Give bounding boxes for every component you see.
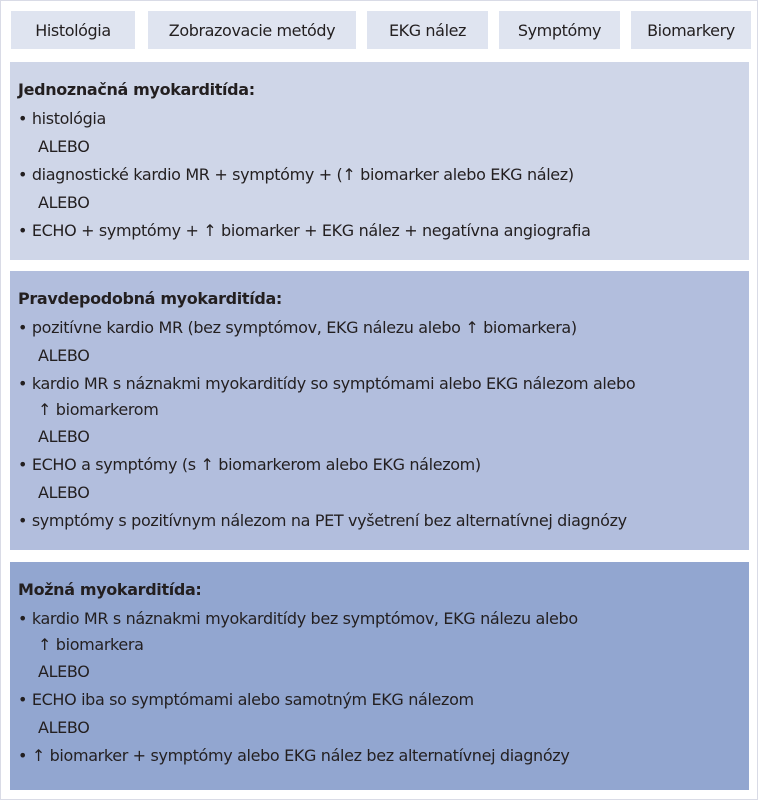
criterion-item: • ECHO iba so symptómami alebo samotným EKG nálezom (18, 690, 474, 709)
section-possible (10, 562, 749, 790)
or-connector: ALEBO (38, 346, 90, 365)
criterion-item: • ↑ biomarker + symptómy alebo EKG nález bez alternatívnej diagnózy (18, 746, 570, 765)
criterion-item: • ECHO a symptómy (s ↑ biomarkerom alebo EKG nálezom) (18, 455, 481, 474)
category-tag-biomarkers: Biomarkery (631, 11, 751, 49)
category-tag-symptoms: Symptómy (499, 11, 620, 49)
category-row (11, 11, 751, 49)
criterion-item: • kardio MR s náznakmi myokarditídy so symptómami alebo EKG nálezom alebo (18, 374, 636, 393)
section-probable (10, 271, 749, 550)
category-tag-ecg: EKG nález (367, 11, 488, 49)
criterion-item: • ECHO + symptómy + ↑ biomarker + EKG nález + negatívna angiografia (18, 221, 591, 240)
category-tag-histology: Histológia (11, 11, 135, 49)
criterion-item: • diagnostické kardio MR + symptómy + (↑ biomarker alebo EKG nález) (18, 165, 574, 184)
criterion-item-continuation: ↑ biomarkerom (38, 400, 159, 419)
or-connector: ALEBO (38, 193, 90, 212)
category-tag-imaging: Zobrazovacie metódy (148, 11, 356, 49)
criterion-item: • pozitívne kardio MR (bez symptómov, EKG nálezu alebo ↑ biomarkera) (18, 318, 577, 337)
section-definite (10, 62, 749, 260)
criterion-item: • histológia (18, 109, 106, 128)
criterion-item: • symptómy s pozitívnym nálezom na PET vyšetrení bez alternatívnej diagnózy (18, 511, 627, 530)
section-title: Pravdepodobná myokarditída: (18, 289, 282, 308)
criterion-item-continuation: ↑ biomarkera (38, 635, 144, 654)
criterion-item: • kardio MR s náznakmi myokarditídy bez symptómov, EKG nálezu alebo (18, 609, 578, 628)
section-title: Možná myokarditída: (18, 580, 202, 599)
or-connector: ALEBO (38, 427, 90, 446)
or-connector: ALEBO (38, 718, 90, 737)
or-connector: ALEBO (38, 137, 90, 156)
or-connector: ALEBO (38, 483, 90, 502)
or-connector: ALEBO (38, 662, 90, 681)
section-title: Jednoznačná myokarditída: (18, 80, 255, 99)
